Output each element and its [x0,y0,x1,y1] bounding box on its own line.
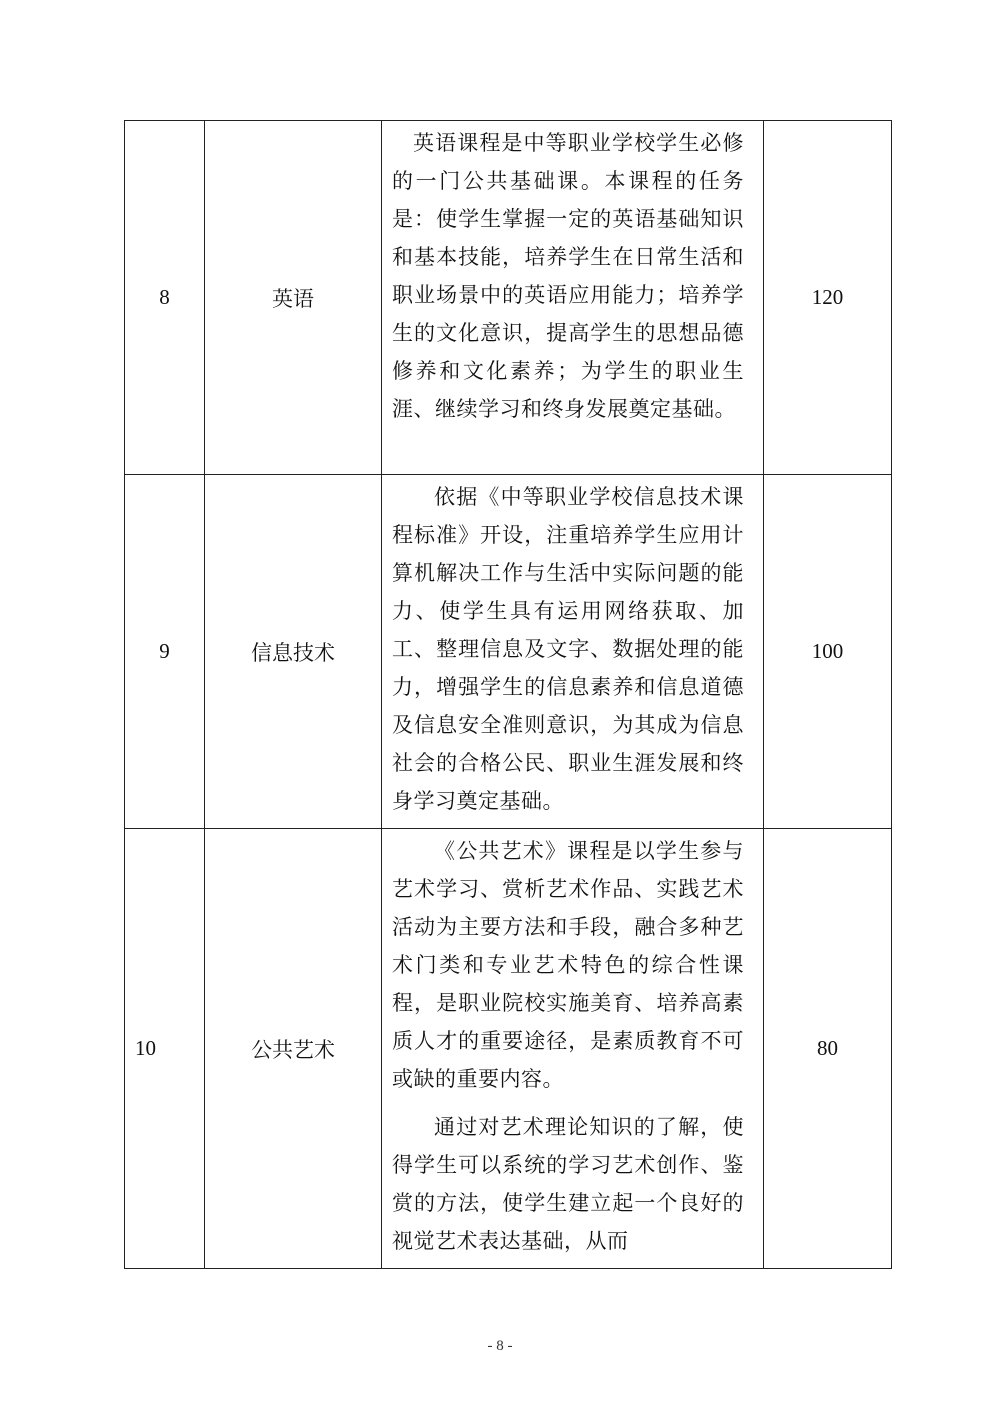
course-hours: 100 [764,475,892,829]
course-number: 10 [125,829,205,1269]
course-description-cell [382,121,764,475]
table-row [125,121,892,475]
page-number: - 8 - [487,1338,513,1354]
course-name: 信息技术 [205,475,382,829]
course-description: 依据《中等职业学校信息技术课程标准》开设，注重培养学生应用计算机解决工作与生活中实际问题的能力、使学生具有运用网络获取、加工、整理信息及文字、数据处理的能力，增强学生的信息素养和信息道德及信息安全准则意识，为其成为信息社会的合格公民、职业生涯发展和终身学习奠定基础。 [392,485,744,813]
course-number: 8 [125,121,205,475]
course-description-cell [382,829,764,1269]
course-description-continued: 通过对艺术理论知识的了解，使得学生可以系统的学习艺术创作、鉴赏的方法，使学生建立起一个良好的视觉艺术表达基础，从而 [392,1115,744,1253]
course-name: 英语 [205,121,382,475]
table-row [125,829,892,1269]
course-hours: 80 [764,829,892,1269]
course-description: 《公共艺术》课程是以学生参与艺术学习、赏析艺术作品、实践艺术活动为主要方法和手段，融合多种艺术门类和专业艺术特色的综合性课程，是职业院校实施美育、培养高素质人才的重要途径，是素质教育不可或缺的重要内容。 [392,839,744,1091]
course-hours: 120 [764,121,892,475]
course-description-cell [382,475,764,829]
course-name: 公共艺术 [205,829,382,1269]
course-table [124,120,892,1269]
table-row [125,475,892,829]
course-number: 9 [125,475,205,829]
course-description: 英语课程是中等职业学校学生必修的一门公共基础课。本课程的任务是：使学生掌握一定的英语基础知识和基本技能，培养学生在日常生活和职业场景中的英语应用能力；培养学生的文化意识，提高学生的思想品德修养和文化素养；为学生的职业生涯、继续学习和终身发展奠定基础。 [392,131,744,421]
